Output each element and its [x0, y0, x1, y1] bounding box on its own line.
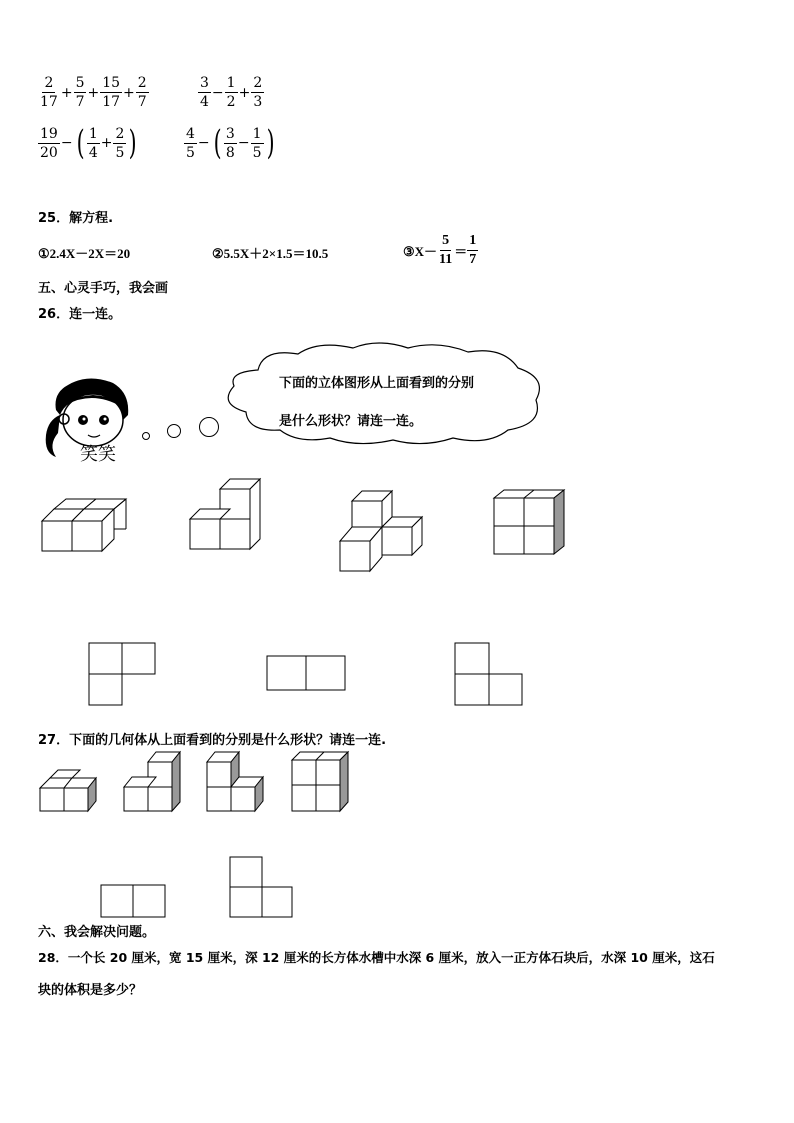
q27-solid-3	[205, 750, 273, 814]
fraction: $\frac{2}{7}$	[137, 75, 147, 110]
q26-top-view-1	[88, 642, 158, 708]
section-6-title: 六、我会解决问题。	[38, 925, 156, 940]
expression-1: $\frac{2}{17}$ + $\frac{5}{7}$ + $\frac{15}{17}$ + $\frac{2}{7}$	[40, 75, 147, 110]
fraction: $\frac{2}{5}$	[115, 125, 125, 161]
expression-4: $\frac{4}{5}$ − ( $\frac{3}{8}$ − $\frac{1}{5}$ )	[186, 123, 275, 163]
equation-3: ③X－ $\frac{5}{11}$ ＝ $\frac{1}{7}$	[403, 233, 477, 267]
fraction: $\frac{19}{20}$	[40, 125, 58, 161]
q26-solid-4	[492, 488, 572, 558]
fraction: $\frac{3}{8}$	[225, 125, 235, 161]
fraction: $\frac{1}{4}$	[88, 125, 98, 161]
q28-line-2: 块的体积是多少？	[38, 983, 143, 998]
fraction: $\frac{4}{5}$	[186, 125, 195, 161]
q27-top-view-1	[100, 884, 168, 920]
fraction: $\frac{1}{2}$	[226, 75, 236, 110]
q28-line-1: 28．一个长 20 厘米，宽 15 厘米，深 12 厘米的长方体水槽中水深 6 厘米，放入一正方体石块后，水深 10 厘米，这石	[38, 950, 715, 965]
q26-solid-1	[40, 495, 130, 555]
q27-solid-4	[290, 750, 354, 814]
q26-top-view-3	[454, 642, 526, 708]
q27-top-view-2	[229, 856, 295, 920]
q26-solid-3	[338, 487, 423, 577]
expression-2: $\frac{3}{4}$ − $\frac{1}{2}$ + $\frac{2}{3}$	[200, 75, 263, 110]
q26-top-view-2	[266, 655, 348, 693]
q25-title: 25．解方程.	[38, 211, 114, 226]
q27-solid-2	[122, 750, 186, 814]
thought-bubbles	[138, 412, 228, 452]
fraction: $\frac{2}{17}$	[40, 75, 58, 110]
q27-solid-1	[38, 768, 102, 814]
q26-title: 26．连一连。	[38, 307, 122, 322]
cloud-text-line-2: 是什么形状？请连一连。	[279, 414, 423, 429]
fraction: $\frac{3}{4}$	[200, 75, 209, 110]
q26-solid-2	[188, 477, 268, 552]
girl-label: 笑笑	[80, 444, 116, 465]
fraction: $\frac{1}{5}$	[252, 125, 262, 161]
q27-title: 27．下面的几何体从上面看到的分别是什么形状？请连一连.	[38, 733, 387, 748]
cloud-shape	[218, 340, 558, 448]
cloud-text-line-1: 下面的立体图形从上面看到的分别	[279, 376, 475, 391]
equation-1: ①2.4X－2X＝20	[38, 246, 131, 261]
expression-3: $\frac{19}{20}$ − ( $\frac{1}{4}$ + $\frac{2}{5}$ )	[40, 123, 138, 163]
fraction: $\frac{5}{7}$	[75, 75, 85, 110]
section-5-title: 五、心灵手巧，我会画	[38, 281, 169, 296]
fraction: $\frac{15}{17}$	[102, 75, 121, 110]
equation-2: ②5.5X＋2×1.5＝10.5	[212, 246, 329, 261]
fraction: $\frac{2}{3}$	[253, 75, 263, 110]
